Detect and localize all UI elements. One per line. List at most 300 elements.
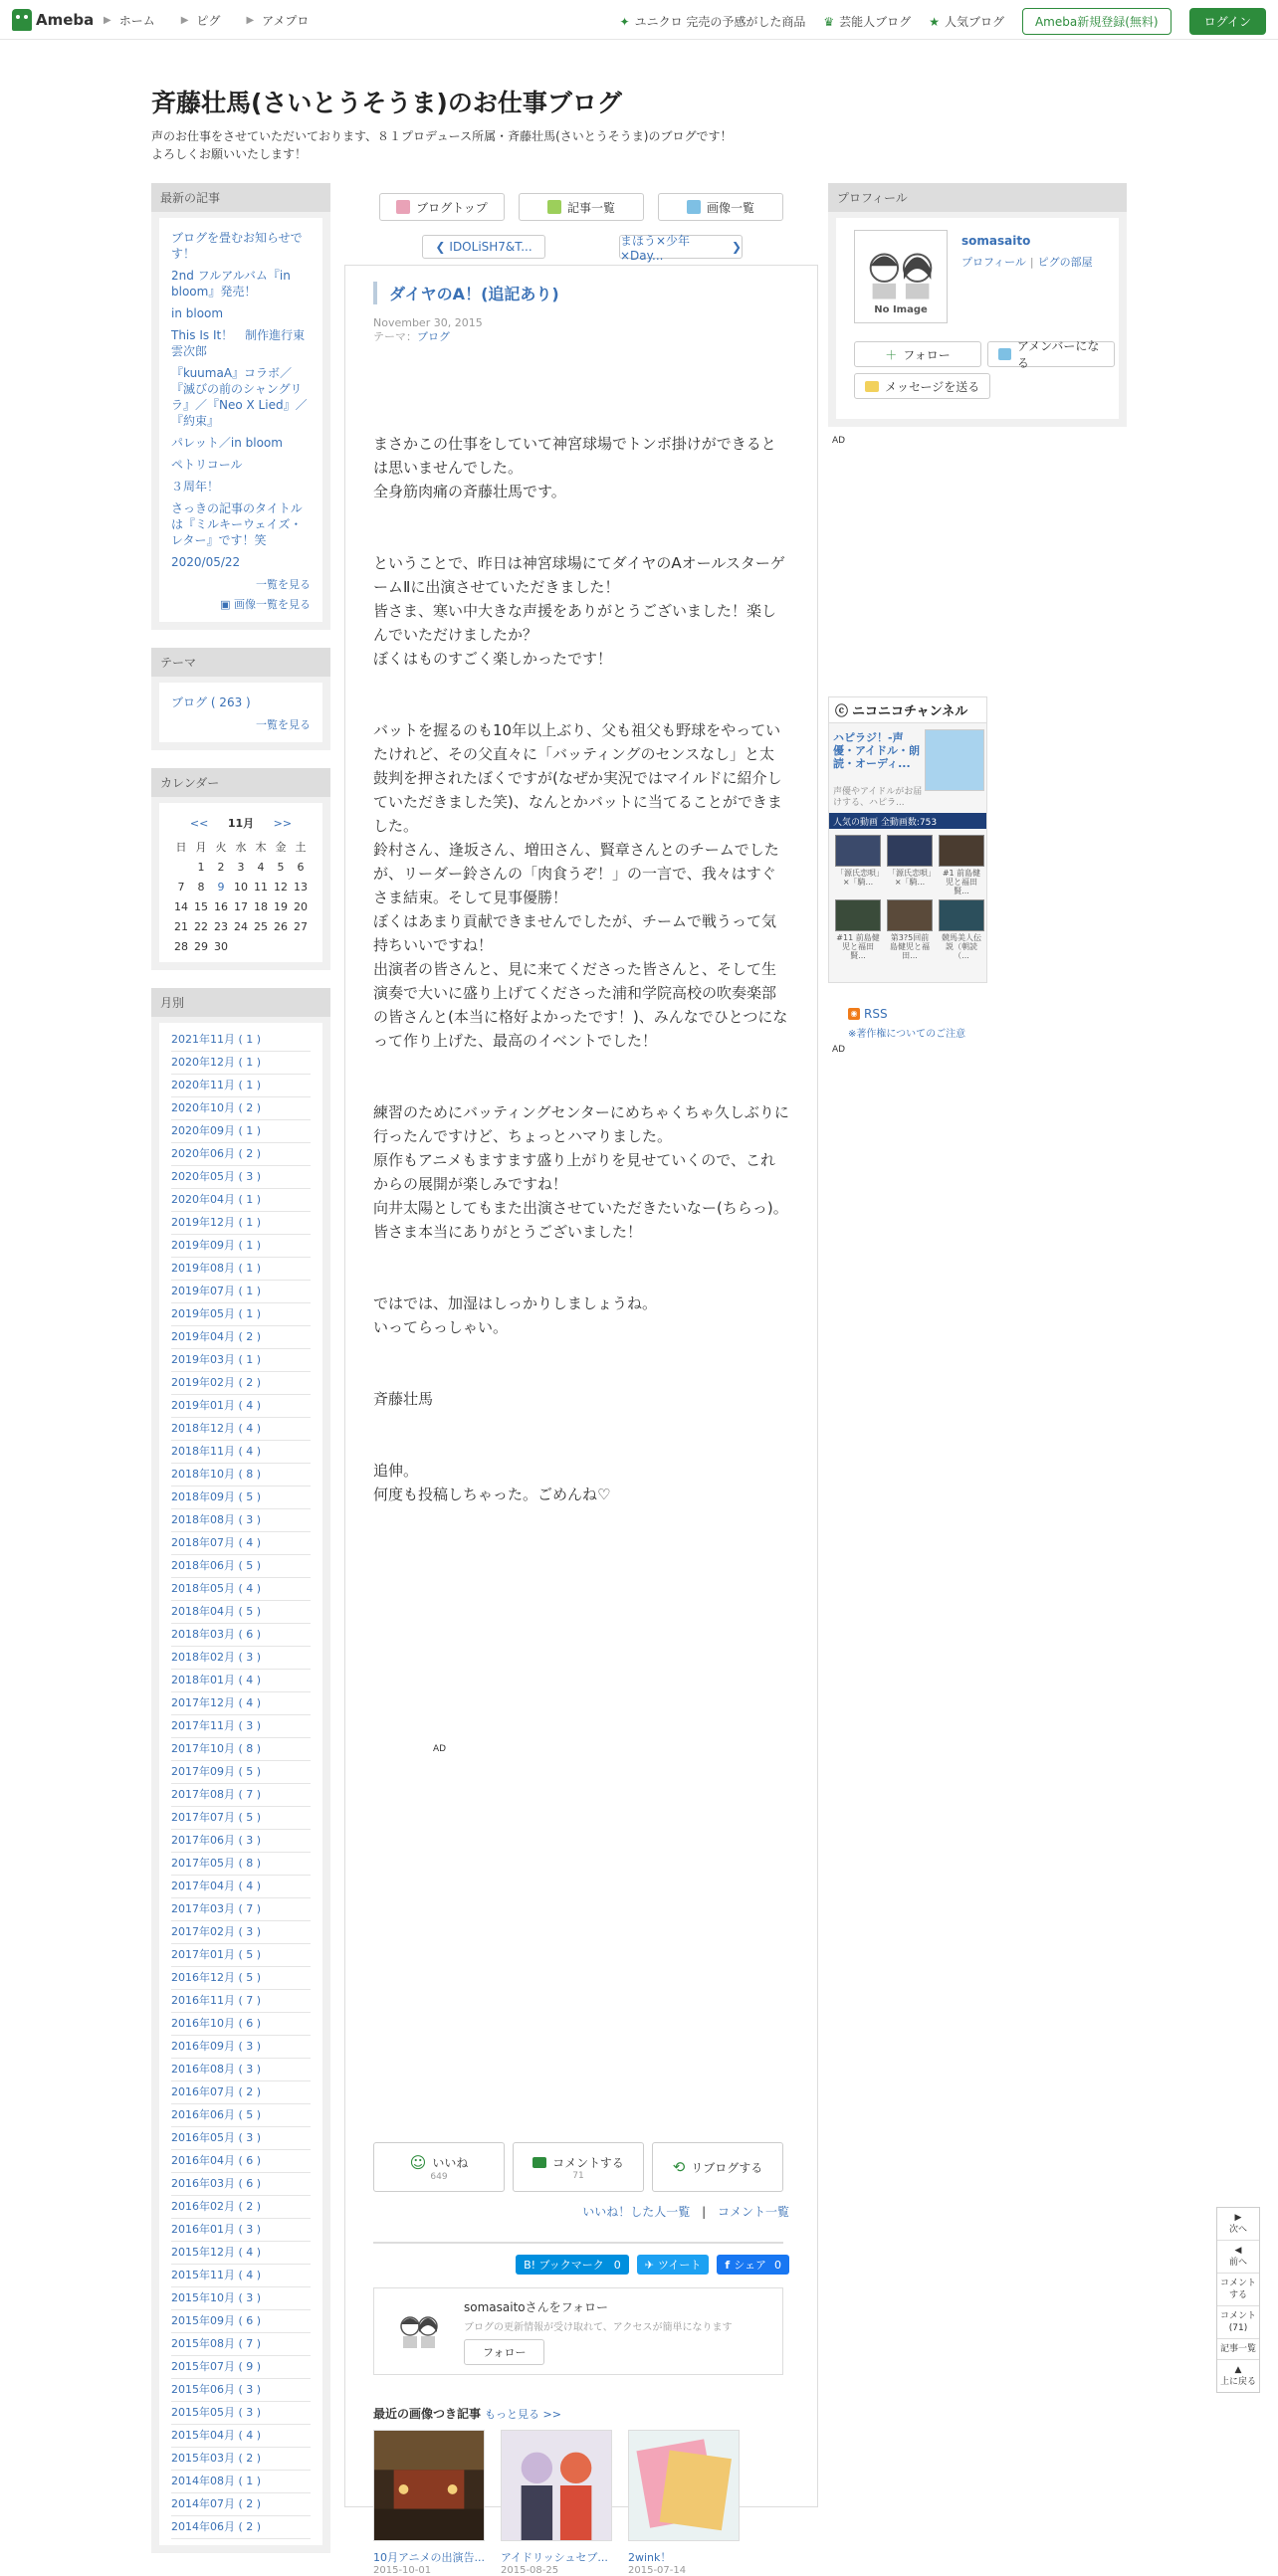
follow-button[interactable] [854,341,981,367]
profile-link[interactable]: プロフィール [961,256,1026,269]
list-icon [547,200,561,214]
nav-amepro[interactable] [246,12,309,29]
follow-title: somasaitoさんをフォロー [464,2300,609,2314]
nav-home-label: ホーム [118,14,155,28]
monthly-archive-link[interactable]: 2019年09月 ( 1 ) [171,1235,311,1258]
paragraph-gap [373,1339,789,1387]
calendar-day [171,857,191,877]
recent-thumb-image [628,2430,740,2541]
calendar-weekday: 水 [235,841,247,854]
next-article-button[interactable] [619,233,743,263]
calendar-nav [171,815,311,831]
monthly-archive-link[interactable]: 2018年02月 ( 3 ) [171,1647,311,1670]
niconico-video-thumb [939,899,984,931]
monthly-archive-link[interactable]: 2018年01月 ( 4 ) [171,1670,311,1692]
monthly-archive-link[interactable]: 2016年05月 ( 3 ) [171,2127,311,2150]
monthly-archive-link[interactable]: 2020年04月 ( 1 ) [171,1189,311,1212]
calendar-box [151,768,330,970]
recent-item-date: 2015-10-01 [373,2565,432,2576]
comment-count: 71 [572,2170,584,2181]
float-top-button[interactable] [1217,2360,1259,2392]
left-sidebar [151,183,330,2571]
ameba-logo-icon [12,9,32,31]
monthly-archive-link[interactable]: 2014年07月 ( 2 ) [171,2493,311,2516]
monthly-archive-link[interactable]: 2020年12月 ( 1 ) [171,1052,311,1075]
monthly-archive-link[interactable]: 2015年07月 ( 9 ) [171,2356,311,2379]
tweet-label: ツイート [657,2259,702,2272]
link-celebrity-blogs[interactable] [823,13,911,30]
chevron-right-icon: ❯ [731,240,742,254]
monthly-archive-link[interactable]: 2018年06月 ( 5 ) [171,1555,311,1578]
niconico-video-title: #1 前島健児と福田賢... [942,869,981,895]
calendar-day: 21 [174,919,188,933]
sidebar-ad-label-2: AD [832,1045,846,1055]
amember-icon [998,348,1011,360]
monthly-archive-link[interactable]: 2016年09月 ( 3 ) [171,2036,311,2059]
reaction-buttons [373,2142,783,2192]
paragraph-gap [373,1053,789,1100]
monthly-archive-link[interactable]: 2015年05月 ( 3 ) [171,2402,311,2425]
latest-article-link[interactable]: 2020/05/22 [171,555,241,569]
calendar-day: 23 [214,919,228,933]
recent-item[interactable] [373,2430,485,2576]
monthly-archive-link[interactable]: 2016年04月 ( 6 ) [171,2150,311,2173]
comment-label: コメントする [552,2155,624,2170]
calendar-prev-link[interactable]: << [189,817,209,830]
ameba-logo[interactable] [12,8,94,32]
calendar-day: 13 [294,880,308,893]
monthly-archive-link[interactable]: 2019年01月 ( 4 ) [171,1395,311,1418]
calendar-day: 28 [174,939,188,953]
latest-articles-box [151,183,330,630]
like-label: いいね [432,2155,469,2170]
recent-item[interactable] [628,2430,740,2576]
monthly-archive-link[interactable]: 2017年12月 ( 4 ) [171,1692,311,1715]
blog-title[interactable]: 斉藤壮馬(さいとうそうま)のお仕事ブログ [151,89,622,117]
monthly-archive-link[interactable]: 2020年09月 ( 1 ) [171,1120,311,1143]
link-uniqlo[interactable] [620,13,806,30]
monthly-archive-link[interactable]: 2019年08月 ( 1 ) [171,1258,311,1281]
envelope-icon [865,381,879,392]
tab-image-list[interactable] [658,193,783,221]
prev-article-label: IDOLiSH7&T... [449,240,532,254]
monthly-archive-link[interactable]: 2015年11月 ( 4 ) [171,2265,311,2287]
float-prev-button[interactable] [1217,2241,1259,2274]
like-button[interactable] [373,2142,505,2192]
latest-article-link[interactable]: in bloom [171,306,224,320]
monthly-archive-link[interactable]: 2017年08月 ( 7 ) [171,1784,311,1807]
follow-box-button[interactable]: フォロー [464,2339,544,2365]
article-paragraph: 練習のためにバッティングセンターにめちゃくちゃ久しぶりに行ったんですけど、ちょっとハマりました。 [373,1103,789,1145]
monthly-archive-link[interactable]: 2017年09月 ( 5 ) [171,1761,311,1784]
chevron-right-icon: ▶ [104,15,111,26]
float-comment-count-button[interactable]: コメント(71) [1217,2306,1259,2339]
nav-home[interactable] [104,12,155,29]
link-popular-label: 人気ブログ [944,15,1004,29]
comment-button[interactable] [513,2142,644,2192]
monthly-archive-link[interactable]: 2017年05月 ( 8 ) [171,1853,311,1876]
chevron-right-icon: ▶ [246,15,255,26]
monthly-archive-link[interactable]: 2016年11月 ( 7 ) [171,1990,311,2013]
login-button[interactable]: ログイン [1189,8,1266,35]
calendar-day: 12 [274,880,288,893]
latest-article-link[interactable]: ３周年！ [171,480,220,494]
monthly-archive-link[interactable]: 2018年12月 ( 4 ) [171,1418,311,1441]
calendar-day: 26 [274,919,288,933]
latest-article-link[interactable]: ブログを畳むお知らせです！ [171,231,303,261]
monthly-archive-link[interactable]: 2016年12月 ( 5 ) [171,1967,311,1990]
niconico-channel-widget[interactable] [828,696,987,983]
theme-more-link[interactable]: 一覧を見る [256,718,311,731]
calendar-day: 19 [274,899,288,913]
monthly-archive-link[interactable]: 2015年10月 ( 3 ) [171,2287,311,2310]
float-article-list-button[interactable]: 記事一覧 [1217,2339,1259,2360]
divider [373,2242,783,2244]
tab-blog-top-label: ブログトップ [416,200,488,215]
latest-articles-heading: 最新の記事 [151,183,330,212]
facebook-icon: f [725,2258,731,2272]
calendar-day: 1 [197,860,205,874]
article-title[interactable]: ダイヤのA！(追記あり) [373,282,789,304]
blog-description-line1: 声のお仕事をさせていただいております、８１プロデュース所属・斉藤壮馬(さいとうそうま)のブログです！ [151,129,733,143]
latest-article-link[interactable]: 2nd フルアルバム『in bloom』発売！ [171,269,291,298]
monthly-archive-link[interactable]: 2018年04月 ( 5 ) [171,1601,311,1624]
tab-blog-top[interactable] [379,193,505,221]
profile-box [828,183,1127,427]
calendar-weekday: 木 [255,841,267,854]
calendar-next-link[interactable]: >> [273,817,293,830]
calendar-day[interactable]: 9 [217,880,225,893]
monthly-archive-link[interactable]: 2016年10月 ( 6 ) [171,2013,311,2036]
prev-article-button[interactable] [422,235,545,259]
calendar [159,803,322,962]
float-comment-button[interactable]: コメントする [1217,2274,1259,2306]
reaction-links [582,2203,789,2220]
calendar-weekday: 土 [295,841,307,854]
monthly-archive-link[interactable]: 2016年03月 ( 6 ) [171,2173,311,2196]
latest-more-images-link[interactable] [171,596,311,612]
calendar-day: 18 [254,899,268,913]
rss-label: RSS [864,1007,888,1021]
latest-more-images-label: 画像一覧を見る [234,598,311,611]
rss-icon: ◉ [848,1008,860,1020]
article-paragraph: 斉藤壮馬 [373,1390,434,1408]
latest-article-link[interactable]: ペトリコール [171,458,243,472]
message-label: メッセージを送る [885,379,980,394]
recent-image-articles [373,2405,783,2576]
calendar-week-row [171,877,311,896]
niconico-video-thumb [887,899,933,931]
monthly-archive-link[interactable]: 2015年09月 ( 6 ) [171,2310,311,2333]
niconico-video-item[interactable] [835,835,881,895]
monthly-archive-link[interactable]: 2018年03月 ( 6 ) [171,1624,311,1647]
monthly-archive-link[interactable]: 2018年10月 ( 8 ) [171,1464,311,1486]
monthly-archive-link[interactable]: 2014年08月 ( 1 ) [171,2471,311,2493]
article-paragraph: 追伸。 [373,1462,419,1480]
monthly-archive-link[interactable]: 2020年10月 ( 2 ) [171,1097,311,1120]
niconico-channel-title[interactable]: ハピラジ！-声優・アイドル・朗読・オーディ... [833,731,921,770]
register-button[interactable]: Ameba新規登録(無料) [1022,8,1172,35]
right-sidebar [828,183,1127,1055]
calendar-heading: カレンダー [151,768,330,797]
article-paragraph: ぼくはものすごく楽しかったです！ [373,650,613,668]
share-buttons [516,2255,789,2275]
hatena-label: B! ブックマーク [524,2259,604,2272]
niconico-video-thumb [939,835,984,867]
latest-article-link[interactable]: さっきの記事のタイトルは『ミルキーウェイズ・レター』です！笑 [171,501,303,547]
monthly-archive-link[interactable]: 2019年12月 ( 1 ) [171,1212,311,1235]
link-celebrity-label: 芸能人ブログ [839,15,912,29]
niconico-video-title: 競馬美人伝説（朝読（... [942,933,981,960]
latest-article-link[interactable]: 『kuumaA』コラボ／『滅びの前のシャングリラ』／『Neo X Lied』／『約束』 [171,366,308,428]
next-article-label: まほう×少年×Day... [620,233,691,263]
profile-avatar[interactable] [854,230,948,323]
plus-icon: ＋ [885,347,898,362]
niconico-video-item[interactable] [835,899,881,960]
profile-buttons [854,339,1115,370]
reaction-links-separator: | [702,2205,707,2219]
amember-button[interactable] [987,339,1115,370]
monthly-archive-link[interactable]: 2018年08月 ( 3 ) [171,1509,311,1532]
profile-body [836,218,1119,419]
profile-links-separator: | [1029,256,1034,269]
niconico-video-thumb [887,835,933,867]
calendar-day: 14 [174,899,188,913]
comment-icon [532,2157,546,2168]
profile-links [961,254,1093,270]
fb-label: シェア [734,2259,766,2272]
recent-item-title: 2wink！ [628,2551,672,2564]
niconico-channel-thumb[interactable] [925,729,984,791]
article-ad-label: AD [433,1744,447,1754]
latest-articles-list [159,218,322,622]
monthly-box [151,988,330,2553]
recent-thumb-image [373,2430,485,2541]
calendar-day: 29 [194,939,208,953]
calendar-day: 10 [234,880,248,893]
float-next-button[interactable] [1217,2208,1259,2241]
facebook-share-button[interactable] [717,2255,789,2275]
latest-article-link[interactable]: パレット／in bloom [171,436,283,450]
monthly-archive-link[interactable]: 2017年04月 ( 4 ) [171,1876,311,1898]
article-paragraph: 皆さま本当にありがとうございました！ [373,1223,643,1241]
camera-icon [687,200,701,214]
smile-icon: ☺ [409,2152,427,2172]
calendar-day: 25 [254,919,268,933]
monthly-archive-link[interactable]: 2014年06月 ( 2 ) [171,2516,311,2539]
monthly-archive-link[interactable]: 2020年11月 ( 1 ) [171,1075,311,1097]
monthly-archive-link[interactable]: 2020年05月 ( 3 ) [171,1166,311,1189]
noimage-avatar-icon [394,2308,444,2358]
tab-article-list[interactable] [519,193,644,221]
twitter-icon: ✈ [644,2258,654,2272]
niconico-video-item[interactable] [939,899,984,960]
monthly-archive-link[interactable]: 2015年03月 ( 2 ) [171,2448,311,2471]
monthly-archive-link[interactable]: 2016年02月 ( 2 ) [171,2196,311,2219]
niconico-video-title: 「源氏恋唄」×「騎... [888,869,932,887]
article [344,265,818,2576]
star-icon: ★ [929,14,940,29]
article-body [373,432,789,1506]
article-paragraph: 出演者の皆さんと、見に来てくださった皆さんと、そして生演奏で大いに盛り上げてくださった浦和学院高校の吹奏楽部の皆さんと(本当に格好よかったです！)、みんなでひとつになって作り上げた、最高のイベントでした！ [373,960,788,1050]
nav-pigg[interactable] [181,12,221,29]
header-right [620,8,1266,35]
calendar-grid [171,837,311,956]
monthly-archive-link[interactable]: 2016年08月 ( 3 ) [171,2059,311,2081]
floating-nav [1216,2207,1260,2393]
monthly-archive-link[interactable]: 2021年11月 ( 1 ) [171,1029,311,1052]
calendar-day [251,936,271,956]
monthly-archive-link[interactable]: 2020年06月 ( 2 ) [171,1143,311,1166]
calendar-day: 20 [294,899,308,913]
global-nav [104,12,309,29]
sparkle-icon: ✦ [619,14,630,29]
reblog-button[interactable] [652,2142,783,2192]
article-paragraph: 原作もアニメもますます盛り上がりを見せていくので、これからの展開が楽しみですね！ [373,1151,775,1193]
chevron-left-icon: ❮ [435,240,446,254]
recent-thumbs [373,2430,783,2576]
calendar-weekday-row [171,837,311,857]
tweet-button[interactable] [637,2255,710,2275]
article-paragraph: 皆さま、寒い中大きな声援をありがとうございました！楽しんでいただけましたか？ [373,602,777,644]
amember-label: アメンバーになる [1016,339,1100,370]
sidebar-ad-label-1: AD [832,436,846,446]
rss-link[interactable] [848,1007,888,1021]
ameba-logo-text: Ameba [36,11,95,29]
paragraph-gap [373,1411,789,1459]
monthly-archive-link[interactable]: 2019年02月 ( 2 ) [171,1372,311,1395]
monthly-archive-link[interactable]: 2017年01月 ( 5 ) [171,1944,311,1967]
calendar-week-row [171,896,311,916]
article-paragraph: 何度も投稿しちゃった。ごめんね♡ [373,1486,611,1503]
paragraph-gap [373,671,789,718]
noimage-label: No Image [874,304,928,315]
calendar-day: 22 [194,919,208,933]
monthly-archive-link[interactable]: 2018年09月 ( 5 ) [171,1486,311,1509]
calendar-day: 5 [277,860,285,874]
monthly-archive-link[interactable]: 2016年07月 ( 2 ) [171,2081,311,2104]
theme-item[interactable]: ブログ ( 263 ) [171,695,251,709]
monthly-archive-link[interactable]: 2016年01月 ( 3 ) [171,2219,311,2242]
like-count: 649 [430,2171,448,2182]
monthly-archive-link[interactable]: 2015年06月 ( 3 ) [171,2379,311,2402]
copyright-note-link[interactable]: ※著作権についてのご注意 [848,1029,966,1040]
global-header [0,0,1278,40]
calendar-day: 7 [177,880,185,893]
monthly-archive-link[interactable]: 2018年11月 ( 4 ) [171,1441,311,1464]
monthly-archive-link[interactable]: 2017年03月 ( 7 ) [171,1898,311,1921]
liked-users-link[interactable]: いいね！した人一覧 [582,2205,691,2219]
image-list-icon: ▣ [220,598,234,611]
recent-item[interactable] [501,2430,612,2576]
niconico-video-grid [835,835,984,960]
follow-subtitle: ブログの更新情報が受け取れて、アクセスが簡単になります [464,2322,733,2333]
monthly-archive-link[interactable]: 2019年04月 ( 2 ) [171,1326,311,1349]
monthly-archive-link[interactable]: 2017年10月 ( 8 ) [171,1738,311,1761]
niconico-video-title: #11 前島健児と福田賢... [836,933,880,960]
article-paragraph: ぼくはあまり貢献できませんでしたが、チームで戦うって気持ちいいですね！ [373,912,777,954]
niconico-popular-label: 人気の動画 [833,818,879,828]
article-pager [344,233,818,263]
article-paragraph: バットを握るのも10年以上ぶり、父も祖父も野球をやっていたけれど、その父直々に「バッティングのセンスなし」と太鼓判を押されたぼくですが(なぜか実況ではマイルドに紹介していただきました笑)、なんとかバットに当てることができました。 [373,721,782,835]
monthly-archive-link[interactable]: 2017年02月 ( 3 ) [171,1921,311,1944]
message-button[interactable] [854,373,990,399]
nav-amepro-label: アメプロ [262,14,310,28]
calendar-day [291,936,311,956]
monthly-archive-link[interactable]: 2015年08月 ( 7 ) [171,2333,311,2356]
monthly-archive-link[interactable]: 2019年07月 ( 1 ) [171,1281,311,1303]
profile-name[interactable]: somasaito [961,234,1031,248]
monthly-archive-link[interactable]: 2017年11月 ( 3 ) [171,1715,311,1738]
niconico-channel-sub: 声優やアイドルがお届けする、ハピラ... [833,787,923,808]
niconico-video-item[interactable] [887,835,933,895]
monthly-archive-link[interactable]: 2015年04月 ( 4 ) [171,2425,311,2448]
monthly-archive-link[interactable]: 2018年07月 ( 4 ) [171,1532,311,1555]
tab-article-list-label: 記事一覧 [566,200,615,215]
blog-tabs [344,193,818,221]
tab-image-list-label: 画像一覧 [706,200,754,215]
latest-more-link[interactable]: 一覧を見る [256,578,311,591]
monthly-archive-link[interactable]: 2019年03月 ( 1 ) [171,1349,311,1372]
recent-thumb-image [501,2430,612,2541]
calendar-day [231,936,251,956]
niconico-video-item[interactable] [939,835,984,895]
calendar-week-row [171,936,311,956]
paragraph-gap [373,1244,789,1291]
article-paragraph: ではでは、加湿はしっかりしましょうね。 [373,1294,658,1312]
calendar-weekday: 火 [215,841,227,854]
blog-header [151,84,1127,163]
pigg-room-link[interactable]: ピグの部屋 [1037,256,1093,269]
triangle-left-icon: ◀ [1234,2246,1242,2256]
niconico-popular-bar [829,813,986,829]
article-theme-label: テーマ： [373,330,417,343]
monthly-archive-link[interactable]: 2016年06月 ( 5 ) [171,2104,311,2127]
calendar-day: 6 [297,860,305,874]
nav-pigg-label: ピグ [196,14,221,28]
link-popular-blogs[interactable] [929,13,1004,30]
article-theme-link[interactable]: ブログ [417,330,450,343]
follow-label: フォロー [903,347,951,362]
recent-more-link[interactable]: もっと見る >> [485,2408,561,2421]
calendar-weekday: 月 [195,841,207,854]
monthly-archive-link[interactable]: 2019年05月 ( 1 ) [171,1303,311,1326]
article-paragraph: まさかこの仕事をしていて神宮球場でトンボ掛けができるとは思いませんでした。 [373,435,776,477]
monthly-archive-link[interactable]: 2017年06月 ( 3 ) [171,1830,311,1853]
calendar-weekday: 金 [275,841,287,854]
monthly-archive-link[interactable]: 2017年07月 ( 5 ) [171,1807,311,1830]
calendar-weekday: 日 [175,841,187,854]
recent-item-title: アイドリッシュセブ... [501,2551,608,2564]
niconico-logo [829,697,986,723]
niconico-video-thumb [835,835,881,867]
monthly-archive-link[interactable]: 2018年05月 ( 4 ) [171,1578,311,1601]
profile-heading: プロフィール [828,183,1127,212]
theme-heading: テーマ [151,648,330,677]
latest-article-link[interactable]: This Is It！ 制作進行東雲次郎 [171,328,306,358]
monthly-archive-link[interactable]: 2015年12月 ( 4 ) [171,2242,311,2265]
hatena-bookmark-button[interactable] [516,2255,629,2275]
calendar-day: 4 [257,860,265,874]
calendar-day: 27 [294,919,308,933]
comment-list-link[interactable]: コメント一覧 [717,2205,789,2219]
calendar-day: 24 [234,919,248,933]
chevron-right-icon: ▶ [180,15,189,26]
float-top-label: 上に戻る [1219,2377,1256,2387]
niconico-video-item[interactable] [887,899,933,960]
calendar-day: 8 [197,880,205,893]
calendar-day: 3 [237,860,245,874]
